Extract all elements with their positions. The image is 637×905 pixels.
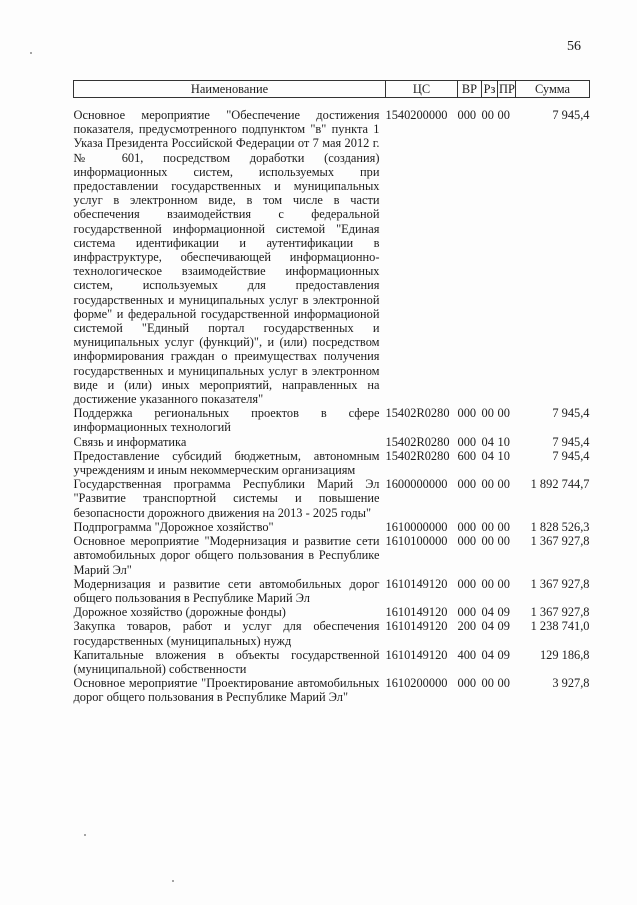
table-row	[74, 605, 590, 619]
row-vr: 000	[457, 676, 477, 691]
row-name: Закупка товаров, работ и услуг для обеспечения государственных (муниципальных) нужд	[73, 619, 380, 648]
table-row	[74, 98, 590, 407]
row-name: Подпрограмма "Дорожное хозяйство"	[73, 519, 274, 534]
row-vr: 400	[457, 647, 477, 662]
row-name: Дорожное хозяйство (дорожные фонды)	[73, 605, 286, 620]
table-row	[74, 406, 590, 434]
row-cs: 15402R0280	[385, 406, 450, 421]
scan-speck	[30, 52, 32, 54]
row-pr: 00	[497, 406, 510, 421]
row-name: Связь и информатика	[73, 434, 187, 449]
row-sum: 129 186,8	[539, 647, 590, 662]
row-pr: 09	[497, 647, 510, 662]
header-row	[74, 81, 590, 98]
row-rz: 04	[481, 647, 494, 662]
table-row	[74, 477, 590, 520]
header-rz: Рз	[482, 81, 498, 98]
row-rz: 04	[481, 434, 494, 449]
row-pr: 10	[497, 448, 510, 463]
header-pr: ПР	[499, 81, 515, 96]
row-name: Государственная программа Республики Марий Эл "Развитие транспортной системы и повышение безопасности дорожного движения на 2013 - 2025 годы"	[73, 477, 380, 520]
row-sum: 1 367 927,8	[530, 534, 590, 549]
header-vr: ВР	[458, 81, 482, 98]
row-pr: 00	[497, 534, 510, 549]
row-rz: 04	[481, 619, 494, 634]
table-row	[74, 520, 590, 534]
table-row	[74, 648, 590, 676]
row-rz: 00	[481, 519, 494, 534]
row-pr: 09	[497, 619, 510, 634]
row-cs: 15402R0280	[385, 434, 450, 449]
row-name: Модернизация и развитие сети автомобильных дорог общего пользования в Республике Марий Эл	[73, 576, 380, 605]
row-name: Основное мероприятие "Проектирование автомобильных дорог общего пользования в Республике Марий Эл"	[73, 676, 380, 705]
row-sum: 1 892 744,7	[530, 477, 590, 492]
row-cs: 1610149120	[385, 647, 448, 662]
row-sum: 7 945,4	[552, 434, 590, 449]
row-vr: 000	[457, 434, 477, 449]
row-name: Предоставление субсидий бюджетным, автономным учреждениям и иным некоммерческим организациям	[73, 448, 380, 478]
row-pr: 00	[497, 477, 510, 492]
row-cs: 1610100000	[385, 534, 448, 549]
row-sum: 1 828 526,3	[530, 519, 590, 534]
header-cs: ЦС	[386, 81, 458, 98]
row-name: Капитальные вложения в объекты государственной (муниципальной) собственности	[73, 647, 380, 676]
row-rz: 04	[481, 605, 494, 620]
row-vr: 000	[457, 519, 477, 534]
scan-speck	[84, 834, 86, 836]
table-row	[74, 577, 590, 605]
row-sum: 7 945,4	[552, 406, 590, 421]
table-row	[74, 449, 590, 477]
row-vr: 000	[457, 406, 477, 421]
row-pr: 00	[497, 576, 510, 591]
row-rz: 04	[481, 448, 494, 463]
row-rz: 00	[481, 477, 494, 492]
row-cs: 1610149120	[385, 605, 448, 620]
row-pr: 00	[497, 519, 510, 534]
header-name: Наименование	[74, 81, 386, 98]
row-vr: 000	[457, 576, 477, 591]
row-rz: 00	[481, 534, 494, 549]
row-rz: 00	[481, 676, 494, 691]
row-cs: 1610149120	[385, 619, 448, 634]
row-vr: 000	[457, 605, 477, 620]
table-row	[74, 619, 590, 647]
row-name: Основное мероприятие "Обеспечение достижения показателя, предусмотренного подпунктом "в" пункта 1 Указа Президента Российской Федерации от 7 мая 2012 г. № 601, посредством доработки (создания) информационных систем, используемых при предоставлении государственных и муниципальных услуг в электронном виде, в том числе в части обеспечения взаимодействия с федеральной государственной информационной системой "Единая система идентификации и аутентификации в инфраструктуре, обеспечивающей информационно-технологическое взаимодействие информационных систем, используемых для предоставления государственных и муниципальных услуг в электронной форме" и федеральной государственной информационой системой "Единый портал государственных и муниципальных услуг (функций)", и (или) посредством информирования граждан о преимуществах получения государственных и муниципальных услуг в электронном виде и (или) иных мероприятий, направленных на достижение указанного показателя"	[73, 108, 380, 407]
row-sum: 1 367 927,8	[530, 576, 590, 591]
row-vr: 000	[457, 108, 477, 122]
row-cs: 1610149120	[385, 576, 448, 591]
row-vr: 600	[457, 448, 477, 463]
row-pr: 00	[497, 108, 510, 122]
row-pr: 10	[497, 434, 510, 449]
row-rz: 00	[481, 108, 494, 122]
page-number: 56	[567, 39, 581, 54]
row-sum: 7 945,4	[552, 108, 590, 122]
row-rz: 00	[481, 406, 494, 421]
row-sum: 1 367 927,8	[530, 605, 590, 620]
row-cs: 1610200000	[385, 676, 448, 691]
row-cs: 1610000000	[385, 519, 448, 534]
row-sum: 7 945,4	[552, 448, 590, 463]
row-pr: 09	[497, 605, 510, 620]
row-rz: 00	[481, 576, 494, 591]
table-row	[74, 435, 590, 449]
scan-speck	[172, 880, 174, 882]
row-name: Поддержка региональных проектов в сфере информационных технологий	[73, 406, 380, 435]
table-row	[74, 534, 590, 577]
row-cs: 15402R0280	[385, 448, 450, 463]
row-vr: 000	[457, 534, 477, 549]
row-cs: 1600000000	[385, 477, 448, 492]
row-pr: 00	[497, 676, 510, 691]
row-name: Основное мероприятие "Модернизация и развитие сети автомобильных дорог общего пользования в Республике Марий Эл"	[73, 534, 380, 577]
budget-table	[73, 80, 590, 705]
row-vr: 200	[457, 619, 477, 634]
header-sum: Сумма	[516, 81, 590, 98]
row-sum: 3 927,8	[552, 676, 590, 691]
row-vr: 000	[457, 477, 477, 492]
row-sum: 1 238 741,0	[530, 619, 590, 634]
table-row	[74, 676, 590, 704]
row-cs: 1540200000	[385, 108, 448, 122]
